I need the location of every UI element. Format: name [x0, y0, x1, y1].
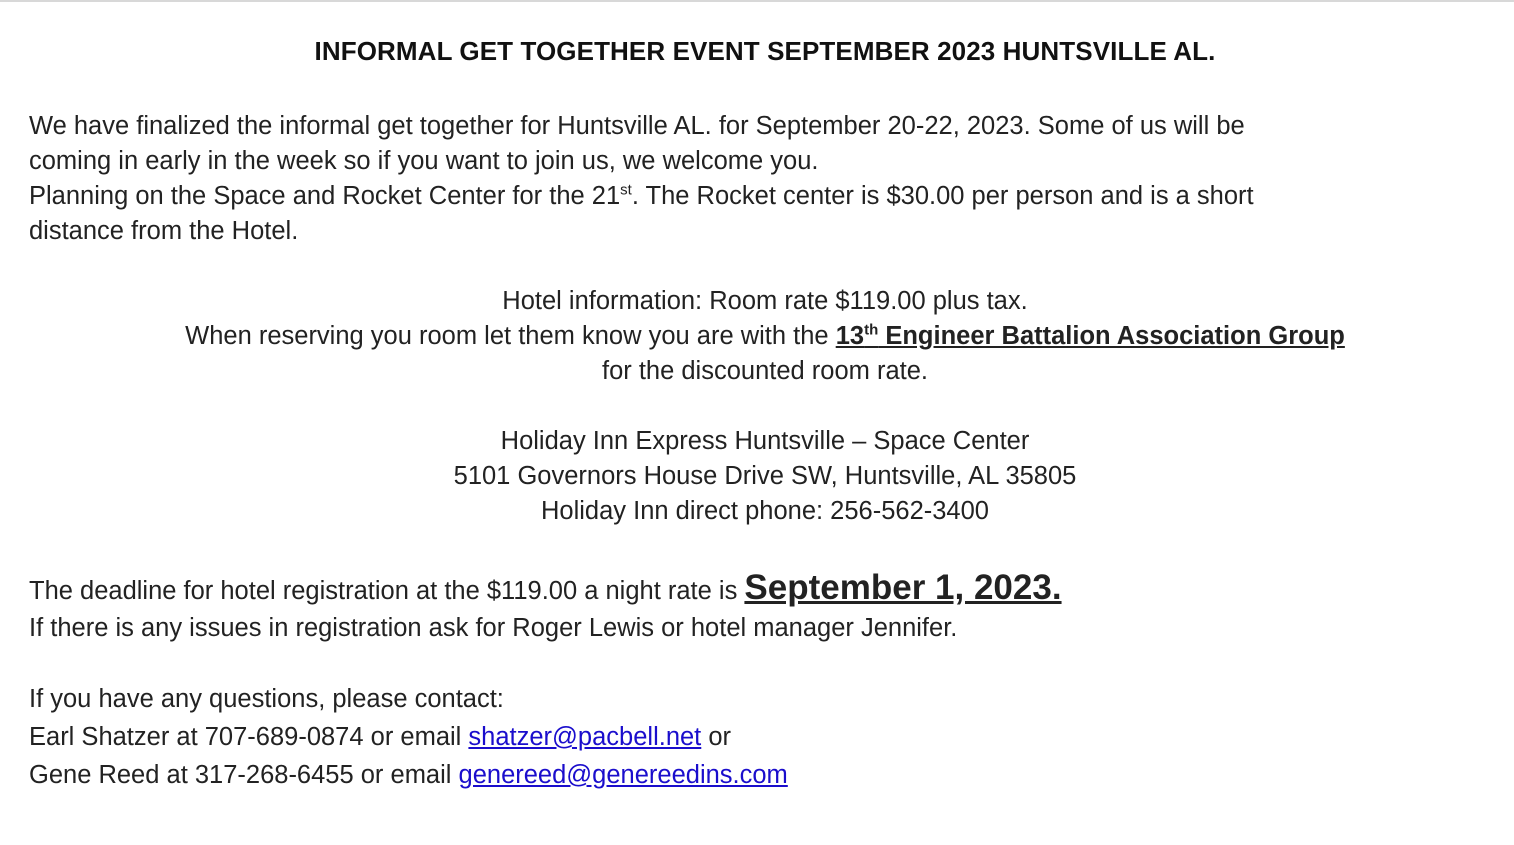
hotel-street: 5101 Governors House Drive SW, Huntsville, AL 35805	[453, 462, 1077, 490]
intro-paragraph	[29, 109, 1509, 249]
deadline-block	[29, 568, 1509, 646]
issues-line: If there is any issues in registration ask for Roger Lewis or hotel manager Jennifer.	[29, 614, 958, 642]
deadline-line	[29, 568, 1509, 611]
contact-earl-text: Earl Shatzer at 707-689-0874 or email	[29, 723, 469, 751]
group-name	[836, 322, 1345, 350]
contact-earl-after: or	[701, 723, 732, 751]
intro-line-3	[29, 179, 1509, 214]
deadline-text: The deadline for hotel registration at the $119.00 a night rate is	[29, 577, 745, 605]
contact-intro: If you have any questions, please contact:	[29, 685, 504, 713]
hotel-discount-line: for the discounted room rate.	[601, 357, 928, 385]
top-border	[0, 0, 1514, 2]
ordinal-suffix: st	[620, 181, 632, 199]
reserve-text: When reserving you room let them know you are with the	[185, 322, 836, 350]
group-name-rest: Engineer Battalion Association Group	[878, 322, 1345, 350]
deadline-date: September 1, 2023.	[744, 568, 1062, 607]
intro-line-1: We have finalized the informal get together for Huntsville AL. for September 20-22, 2023. Some of us will be	[29, 112, 1245, 140]
hotel-phone: Holiday Inn direct phone: 256-562-3400	[541, 497, 989, 525]
hotel-name: Holiday Inn Express Huntsville – Space Center	[500, 427, 1030, 455]
group-number: 13	[835, 322, 865, 350]
contact-gene	[29, 756, 1509, 794]
contact-block	[29, 680, 1509, 794]
hotel-info-block	[0, 284, 1514, 389]
hotel-rate-line: Hotel information: Room rate $119.00 plus tax.	[502, 287, 1028, 315]
contact-gene-text: Gene Reed at 317-268-6455 or email	[29, 761, 459, 789]
intro-line-3-rest: . The Rocket center is $30.00 per person and is a short	[631, 182, 1254, 210]
contact-earl	[29, 718, 1509, 756]
gene-email-link[interactable]: genereed@genereedins.com	[458, 761, 788, 789]
group-ordinal-suffix: th	[864, 321, 879, 339]
earl-email-link[interactable]: shatzer@pacbell.net	[468, 723, 702, 751]
hotel-address-block	[0, 424, 1514, 529]
page-title: INFORMAL GET TOGETHER EVENT SEPTEMBER 2023 HUNTSVILLE AL.	[314, 36, 1216, 66]
intro-line-2: coming in early in the week so if you want to join us, we welcome you.	[29, 147, 819, 175]
intro-line-4: distance from the Hotel.	[29, 217, 299, 245]
intro-line-3-text: Planning on the Space and Rocket Center for the 21	[29, 182, 621, 210]
hotel-reserve-line	[0, 319, 1514, 354]
